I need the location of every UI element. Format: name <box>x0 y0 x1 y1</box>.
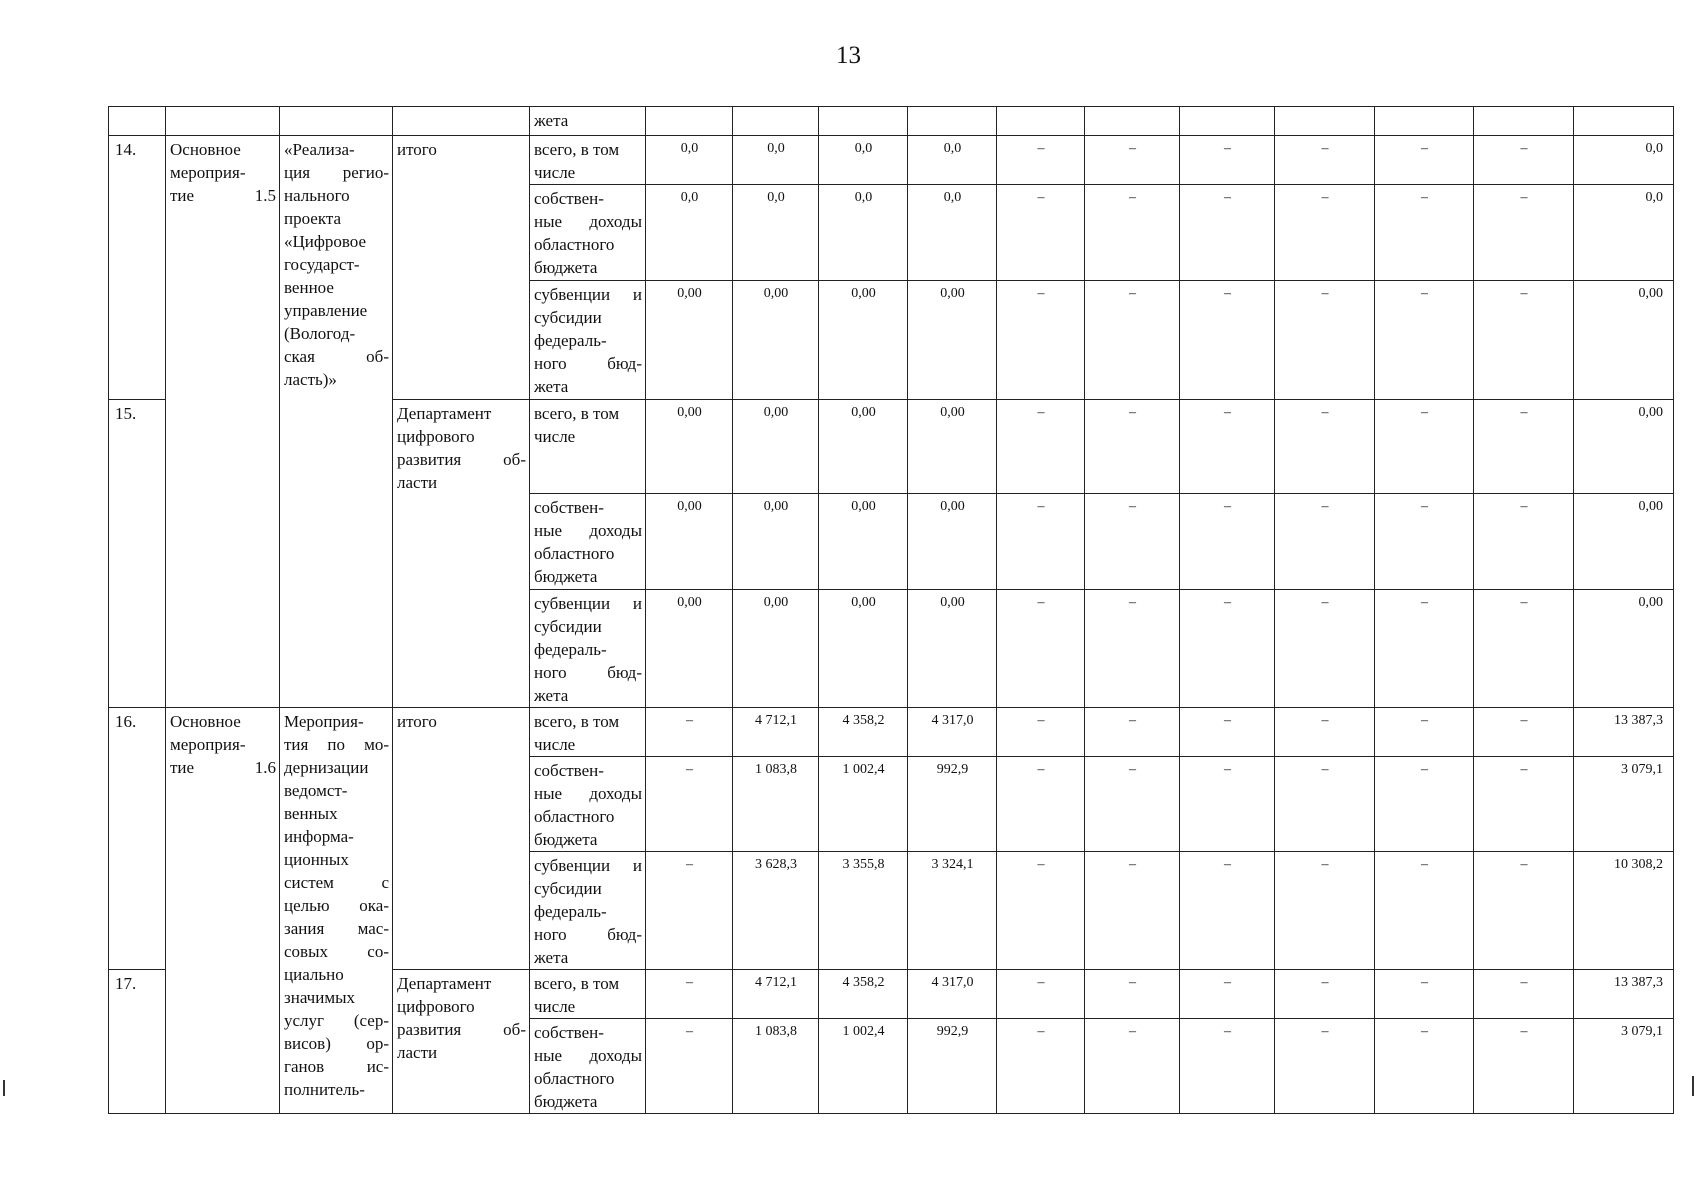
funding-type-cell-line: ные доходы <box>534 1046 642 1065</box>
funding-type-cell-line: собствен- <box>534 1023 604 1042</box>
value-cell: – <box>1180 708 1275 757</box>
value-cell: 0,00 <box>733 400 819 494</box>
value-cell: – <box>997 281 1085 400</box>
funding-type-cell <box>530 185 646 281</box>
activity-title-cell-line: ведомст- <box>284 781 348 800</box>
value-cell: 3 628,3 <box>733 852 819 970</box>
activity-title-cell-line: «Реализа- <box>284 140 355 159</box>
value-cell: – <box>1085 1019 1180 1114</box>
row-number-cell <box>109 107 166 136</box>
value-cell: – <box>1180 852 1275 970</box>
value-cell: 4 712,1 <box>733 708 819 757</box>
value-cell: – <box>1375 400 1474 494</box>
value-cell: 0,00 <box>1574 400 1674 494</box>
funding-type-cell-line: собствен- <box>534 761 604 780</box>
value-cell: – <box>1275 136 1375 185</box>
activity-title-cell-line: зания мас- <box>284 919 389 938</box>
value-cell: – <box>1474 708 1574 757</box>
value-cell: 1 083,8 <box>733 757 819 852</box>
activity-title-cell-line: значимых <box>284 988 356 1007</box>
activity-title-cell-line: «Цифровое <box>284 232 367 251</box>
value-cell: – <box>1180 281 1275 400</box>
funding-type-cell <box>530 590 646 708</box>
activity-title-cell-line: управление <box>284 301 368 320</box>
value-cell: – <box>1180 970 1275 1019</box>
funding-type-cell-line: всего, в том <box>534 404 620 423</box>
value-cell: – <box>1180 185 1275 281</box>
value-cell: 0,00 <box>733 590 819 708</box>
activity-title-cell-line: висов) ор- <box>284 1034 389 1053</box>
value-cell: – <box>1375 757 1474 852</box>
page-number: 13 <box>836 42 861 69</box>
activity-title-cell-line: Мероприя- <box>284 712 364 731</box>
row-number-cell: 14. <box>109 136 166 400</box>
funding-type-cell-line: областного <box>534 807 615 826</box>
value-cell: – <box>1180 136 1275 185</box>
value-cell: 0,0 <box>819 185 908 281</box>
activity-title-cell-line: венных <box>284 804 338 823</box>
funding-type-cell <box>530 136 646 185</box>
value-cell: 0,00 <box>733 494 819 590</box>
value-cell: 0,00 <box>819 281 908 400</box>
activity-title-cell-line: ция регио- <box>284 163 389 182</box>
funding-type-cell-line: бюджета <box>534 830 598 849</box>
value-cell: 0,00 <box>819 590 908 708</box>
value-cell: 0,00 <box>646 590 733 708</box>
value-cell: 10 308,2 <box>1574 852 1674 970</box>
funding-type-cell <box>530 494 646 590</box>
value-cell: – <box>1180 400 1275 494</box>
activity-cell <box>166 708 280 1114</box>
executor-cell <box>393 136 530 400</box>
value-cell: 0,00 <box>1574 494 1674 590</box>
value-cell: – <box>1375 136 1474 185</box>
row-number-cell: 17. <box>109 970 166 1114</box>
funding-type-cell-line: областного <box>534 1069 615 1088</box>
activity-title-cell-line: услуг (сер- <box>284 1011 389 1030</box>
value-cell: 0,0 <box>819 136 908 185</box>
funding-type-cell-line: жета <box>534 686 569 705</box>
value-cell: 0,00 <box>908 494 997 590</box>
funding-type-cell-line: федераль- <box>534 640 607 659</box>
funding-type-cell-line: областного <box>534 544 615 563</box>
value-cell: – <box>1275 590 1375 708</box>
funding-type-cell <box>530 852 646 970</box>
funding-type-cell-line: собствен- <box>534 189 604 208</box>
value-cell: – <box>1375 852 1474 970</box>
value-cell: – <box>1085 590 1180 708</box>
value-cell: – <box>1085 708 1180 757</box>
value-cell: – <box>1085 185 1180 281</box>
executor-cell <box>393 107 530 136</box>
executor-cell-line: цифрового <box>397 427 475 446</box>
value-cell: 0,0 <box>908 136 997 185</box>
executor-cell <box>393 708 530 970</box>
activity-title-cell-line: ганов ис- <box>284 1057 389 1076</box>
value-cell: 1 083,8 <box>733 1019 819 1114</box>
value-cell: – <box>1275 494 1375 590</box>
value-cell: – <box>646 970 733 1019</box>
value-cell: – <box>997 590 1085 708</box>
value-cell: 0,0 <box>646 185 733 281</box>
value-cell: 0,00 <box>646 494 733 590</box>
budget-table <box>108 106 1674 1114</box>
funding-type-cell-line: субсидии <box>534 879 602 898</box>
value-cell: – <box>1085 136 1180 185</box>
funding-type-cell-line: собствен- <box>534 498 604 517</box>
activity-cell-line: Основное <box>170 712 241 731</box>
value-cell: – <box>1085 281 1180 400</box>
executor-cell-line: Департамент <box>397 404 492 423</box>
activity-cell <box>166 136 280 708</box>
value-cell: – <box>1375 970 1474 1019</box>
value-cell: 0,0 <box>646 136 733 185</box>
value-cell: – <box>1474 757 1574 852</box>
funding-type-cell-line: субвенции и <box>534 594 642 613</box>
value-cell: 0,00 <box>819 494 908 590</box>
value-cell: – <box>1180 757 1275 852</box>
activity-title-cell-line: ционных <box>284 850 349 869</box>
value-cell: – <box>1275 852 1375 970</box>
value-cell: – <box>1085 757 1180 852</box>
value-cell: – <box>1085 970 1180 1019</box>
value-cell: – <box>1275 281 1375 400</box>
activity-title-cell-line: тия по мо- <box>284 735 389 754</box>
value-cell: – <box>997 708 1085 757</box>
value-cell: – <box>1085 400 1180 494</box>
value-cell: – <box>1375 281 1474 400</box>
value-cell: – <box>997 757 1085 852</box>
value-cell: – <box>997 400 1085 494</box>
value-cell: – <box>1474 590 1574 708</box>
activity-title-cell-line: информа- <box>284 827 354 846</box>
funding-type-cell <box>530 757 646 852</box>
value-cell: – <box>1275 400 1375 494</box>
funding-type-cell-line: всего, в том <box>534 140 620 159</box>
activity-title-cell-line: проекта <box>284 209 342 228</box>
activity-cell-line: Основное <box>170 140 241 159</box>
row-number-cell: 15. <box>109 400 166 708</box>
activity-title-cell-line: систем с <box>284 873 389 892</box>
funding-type-cell-line: ные доходы <box>534 784 642 803</box>
table-row <box>109 136 1674 185</box>
executor-cell-line: цифрового <box>397 997 475 1016</box>
executor-cell-line: итого <box>397 712 437 731</box>
value-cell: – <box>646 852 733 970</box>
value-cell: 0,0 <box>1574 136 1674 185</box>
value-cell: 3 324,1 <box>908 852 997 970</box>
activity-title-cell-line: совых со- <box>284 942 389 961</box>
value-cell: 0,0 <box>733 185 819 281</box>
value-cell: 992,9 <box>908 1019 997 1114</box>
value-cell: – <box>997 1019 1085 1114</box>
funding-type-cell-line: субвенции и <box>534 856 642 875</box>
activity-cell-line: мероприя- <box>170 735 246 754</box>
margin-mark-right <box>1692 1076 1694 1096</box>
funding-type-cell <box>530 281 646 400</box>
value-cell: – <box>1375 1019 1474 1114</box>
funding-type-cell: жета <box>530 107 646 136</box>
activity-title-cell <box>280 708 393 1114</box>
activity-title-cell <box>280 136 393 708</box>
activity-cell-line: мероприя- <box>170 163 246 182</box>
value-cell: 0,00 <box>646 400 733 494</box>
funding-type-cell-line: числе <box>534 163 576 182</box>
continuation-row <box>109 107 1674 136</box>
value-cell: – <box>1474 852 1574 970</box>
value-cell: 3 355,8 <box>819 852 908 970</box>
value-cell: 0,0 <box>908 185 997 281</box>
value-cell: – <box>1085 852 1180 970</box>
activity-cell-line: тие 1.5 <box>170 186 276 205</box>
activity-title-cell-line: циально <box>284 965 344 984</box>
funding-type-cell-line: ные доходы <box>534 521 642 540</box>
funding-type-cell-line: числе <box>534 427 576 446</box>
funding-type-cell-line: жета <box>534 948 569 967</box>
executor-cell-line: развития об- <box>397 1020 526 1039</box>
value-cell: – <box>1474 400 1574 494</box>
funding-type-cell-line: бюджета <box>534 1092 598 1111</box>
value-cell: 0,00 <box>908 400 997 494</box>
value-cell: 992,9 <box>908 757 997 852</box>
value-cell: 0,00 <box>819 400 908 494</box>
value-cell: – <box>646 757 733 852</box>
value-cell: 4 317,0 <box>908 970 997 1019</box>
funding-type-cell-line: ные доходы <box>534 212 642 231</box>
activity-title-cell-line: государст- <box>284 255 360 274</box>
funding-type-cell-line: субвенции и <box>534 285 642 304</box>
funding-type-cell-line: числе <box>534 735 576 754</box>
value-cell: 1 002,4 <box>819 1019 908 1114</box>
value-cell: 0,00 <box>908 281 997 400</box>
activity-title-cell-line: ласть)» <box>284 370 337 389</box>
value-cell: – <box>1474 970 1574 1019</box>
value-cell: – <box>646 1019 733 1114</box>
value-cell: 4 712,1 <box>733 970 819 1019</box>
value-cell: – <box>1180 494 1275 590</box>
value-cell: – <box>997 970 1085 1019</box>
funding-type-cell-line: ного бюд- <box>534 354 642 373</box>
value-cell: – <box>1275 1019 1375 1114</box>
value-cell: 4 358,2 <box>819 970 908 1019</box>
value-cell: – <box>1474 1019 1574 1114</box>
executor-cell <box>393 400 530 708</box>
funding-type-cell-line: всего, в том <box>534 974 620 993</box>
funding-type-cell-line: всего, в том <box>534 712 620 731</box>
value-cell: 0,00 <box>1574 281 1674 400</box>
executor-cell-line: развития об- <box>397 450 526 469</box>
executor-cell <box>393 970 530 1114</box>
funding-type-cell-line: субсидии <box>534 308 602 327</box>
value-cell: – <box>1474 136 1574 185</box>
value-cell: 4 317,0 <box>908 708 997 757</box>
value-cell: – <box>1275 970 1375 1019</box>
value-cell: 0,00 <box>646 281 733 400</box>
executor-cell-line: ласти <box>397 1043 438 1062</box>
value-cell: – <box>1275 708 1375 757</box>
value-cell: – <box>1275 757 1375 852</box>
executor-cell-line: Департамент <box>397 974 492 993</box>
value-cell: – <box>1375 708 1474 757</box>
funding-type-cell-line: областного <box>534 235 615 254</box>
value-cell: 13 387,3 <box>1574 708 1674 757</box>
value-cell: – <box>1085 494 1180 590</box>
value-cell: – <box>1375 590 1474 708</box>
value-cell: – <box>1375 494 1474 590</box>
value-cell: 3 079,1 <box>1574 757 1674 852</box>
activity-title-cell-line: нального <box>284 186 350 205</box>
value-cell: 0,00 <box>733 281 819 400</box>
activity-title-cell-line: венное <box>284 278 334 297</box>
funding-type-cell-line: бюджета <box>534 258 598 277</box>
activity-cell-line: тие 1.6 <box>170 758 276 777</box>
table-row <box>109 708 1674 757</box>
funding-type-cell-line: жета <box>534 377 569 396</box>
value-cell: 13 387,3 <box>1574 970 1674 1019</box>
value-cell: – <box>997 185 1085 281</box>
value-cell: – <box>997 494 1085 590</box>
funding-type-cell <box>530 708 646 757</box>
row-number-cell: 16. <box>109 708 166 970</box>
funding-type-cell-line: федераль- <box>534 331 607 350</box>
value-cell: 0,0 <box>733 136 819 185</box>
funding-type-cell <box>530 970 646 1019</box>
value-cell: 0,00 <box>908 590 997 708</box>
activity-title-cell-line: ская об- <box>284 347 389 366</box>
value-cell: – <box>646 708 733 757</box>
value-cell: 3 079,1 <box>1574 1019 1674 1114</box>
activity-cell <box>166 107 280 136</box>
value-cell: – <box>1375 185 1474 281</box>
value-cell: – <box>1180 590 1275 708</box>
value-cell: 4 358,2 <box>819 708 908 757</box>
value-cell: – <box>1474 494 1574 590</box>
value-cell: 0,0 <box>1574 185 1674 281</box>
funding-type-cell-line: ного бюд- <box>534 663 642 682</box>
funding-type-cell-line: числе <box>534 997 576 1016</box>
value-cell: – <box>1474 281 1574 400</box>
title-cell <box>280 107 393 136</box>
funding-type-cell <box>530 1019 646 1114</box>
executor-cell-line: ласти <box>397 473 438 492</box>
value-cell: – <box>997 852 1085 970</box>
funding-type-cell-line: субсидии <box>534 617 602 636</box>
activity-title-cell-line: полнитель- <box>284 1080 365 1099</box>
value-cell: – <box>997 136 1085 185</box>
funding-type-cell-line: ного бюд- <box>534 925 642 944</box>
executor-cell-line: итого <box>397 140 437 159</box>
value-cell: – <box>1180 1019 1275 1114</box>
activity-title-cell-line: дернизации <box>284 758 369 777</box>
funding-type-cell-line: бюджета <box>534 567 598 586</box>
value-cell: – <box>1474 185 1574 281</box>
funding-type-cell <box>530 400 646 494</box>
value-cell: 1 002,4 <box>819 757 908 852</box>
value-cell: 0,00 <box>1574 590 1674 708</box>
activity-title-cell-line: (Вологод- <box>284 324 356 343</box>
activity-title-cell-line: целью ока- <box>284 896 389 915</box>
value-cell: – <box>1275 185 1375 281</box>
margin-mark-left <box>3 1080 5 1096</box>
funding-type-cell-line: федераль- <box>534 902 607 921</box>
